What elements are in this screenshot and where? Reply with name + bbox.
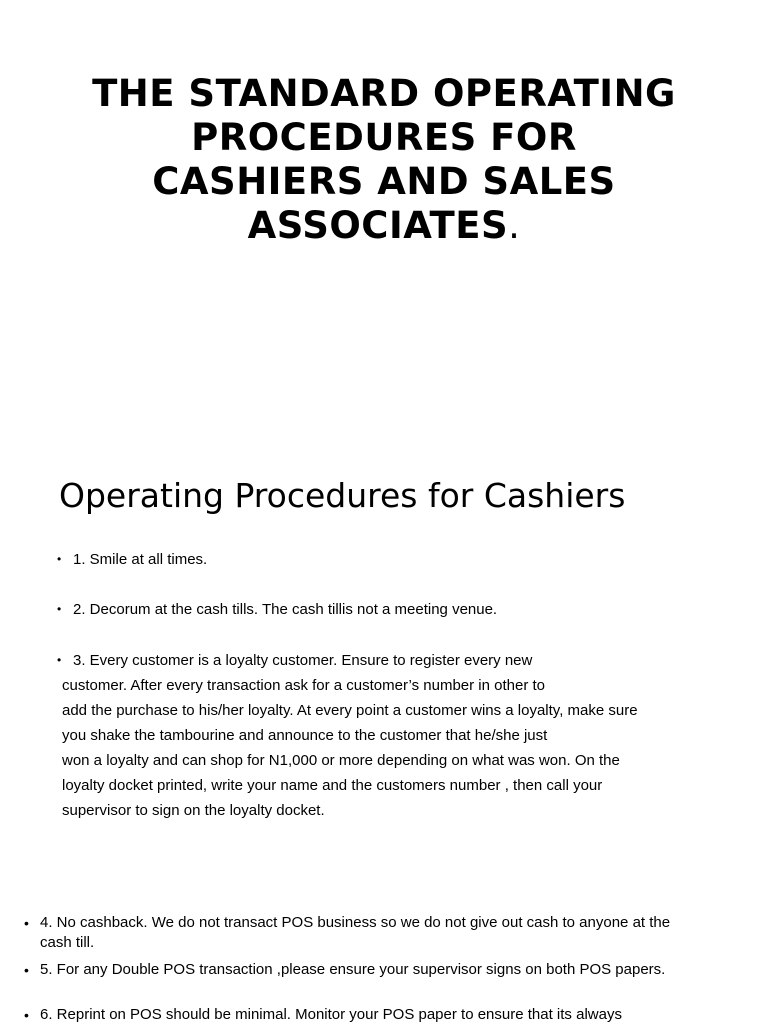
list-item-text: 5. For any Double POS transaction ,please ensure your supervisor signs on both POS papers. (40, 961, 666, 978)
list-item-2 (62, 597, 497, 622)
section-heading: Operating Procedures for Cashiers (59, 476, 626, 515)
list-item-text: loyalty docket printed, write your name and the customers number , then call your (62, 777, 603, 794)
bullet-dot: • (57, 602, 62, 616)
list-item-3 (62, 648, 638, 823)
slide-title (84, 72, 684, 248)
title-period: . (508, 204, 521, 247)
list-item-text: 6. Reprint on POS should be minimal. Monitor your POS paper to ensure that its always (40, 1006, 622, 1023)
list-item-text: won a loyalty and can shop for N1,000 or more depending on what was won. On the (62, 752, 620, 769)
bullet-dot: • (24, 915, 29, 931)
bullet-dot: • (24, 1007, 29, 1023)
title-text: THE STANDARD OPERATING PROCEDURES FOR CASHIERS AND SALES ASSOCIATES (92, 72, 676, 247)
list-item-text: 2. Decorum at the cash tills. The cash tillis not a meeting venue. (73, 601, 498, 618)
list-item-text: add the purchase to his/her loyalty. At every point a customer wins a loyalty, make sure (62, 702, 638, 719)
list-item-text: you shake the tambourine and announce to the customer that he/she just (62, 727, 548, 744)
bullet-dot: • (57, 552, 62, 566)
list-item-4 (24, 913, 684, 953)
list-item-1 (62, 547, 207, 572)
list-item-text: 4. No cashback. We do not transact POS business so we do not give out cash to anyone at the cash till. (40, 914, 671, 951)
list-item-text: supervisor to sign on the loyalty docket. (62, 802, 325, 819)
list-item-6 (24, 1005, 684, 1025)
list-item-text: 1. Smile at all times. (73, 551, 208, 568)
list-item-5 (24, 960, 684, 980)
bullet-dot: • (24, 962, 29, 978)
list-item-text: customer. After every transaction ask for a customer’s number in other to (62, 677, 545, 694)
list-item-text: 3. Every customer is a loyalty customer. Ensure to register every new (73, 652, 533, 669)
bullet-dot: • (57, 653, 62, 667)
